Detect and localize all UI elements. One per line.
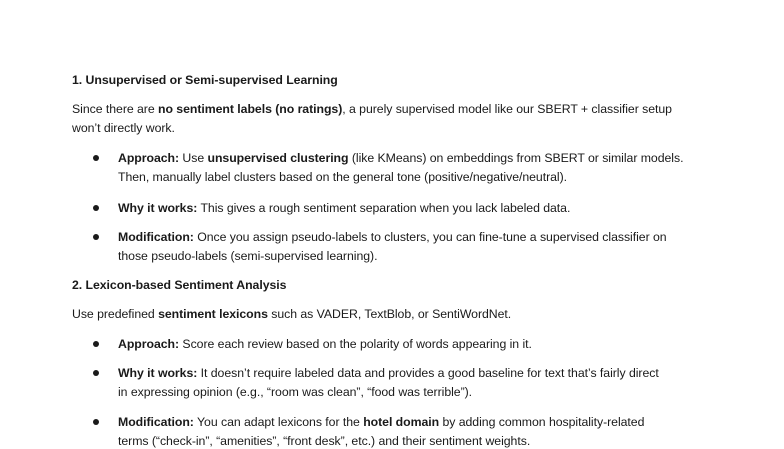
s1-bullet-approach-line2: Then, manually label clusters based on the general tone (positive/negative/neutral). bbox=[118, 170, 568, 184]
s1-bullet-modification: Modification: Once you assign pseudo-labels to clusters, you can fine-tune a supervised classifier on bbox=[118, 230, 667, 244]
bullet-dot bbox=[93, 341, 99, 347]
section-1-intro: Since there are no sentiment labels (no ratings), a purely supervised model like our SBERT + classifier setup bbox=[72, 102, 672, 116]
section-1-heading: 1. Unsupervised or Semi-supervised Learning bbox=[72, 73, 338, 87]
section-1-intro-line2: won’t directly work. bbox=[72, 121, 175, 135]
s2-bullet-why-line2: in expressing opinion (e.g., “room was clean”, “food was terrible”). bbox=[118, 385, 473, 399]
bullet-dot bbox=[93, 234, 99, 240]
bullet-dot bbox=[93, 155, 99, 161]
s2-bullet-modification: Modification: You can adapt lexicons for the hotel domain by adding common hospitality-related bbox=[118, 415, 645, 429]
bullet-dot bbox=[93, 205, 99, 211]
section-2-heading: 2. Lexicon-based Sentiment Analysis bbox=[72, 278, 287, 292]
section-2-intro: Use predefined sentiment lexicons such as VADER, TextBlob, or SentiWordNet. bbox=[72, 307, 512, 321]
s2-bullet-why: Why it works: It doesn’t require labeled data and provides a good baseline for text that’s fairly direct bbox=[118, 366, 659, 380]
s1-bullet-approach: Approach: Use unsupervised clustering (like KMeans) on embeddings from SBERT or similar models. bbox=[118, 151, 684, 165]
s1-bullet-why: Why it works: This gives a rough sentiment separation when you lack labeled data. bbox=[118, 201, 571, 215]
bullet-dot bbox=[93, 370, 99, 376]
s2-bullet-modification-line2: terms (“check-in”, “amenities”, “front desk”, etc.) and their sentiment weights. bbox=[118, 434, 531, 448]
bullet-dot bbox=[93, 419, 99, 425]
s1-bullet-modification-line2: those pseudo-labels (semi-supervised learning). bbox=[118, 249, 378, 263]
s2-bullet-approach: Approach: Score each review based on the polarity of words appearing in it. bbox=[118, 337, 532, 351]
